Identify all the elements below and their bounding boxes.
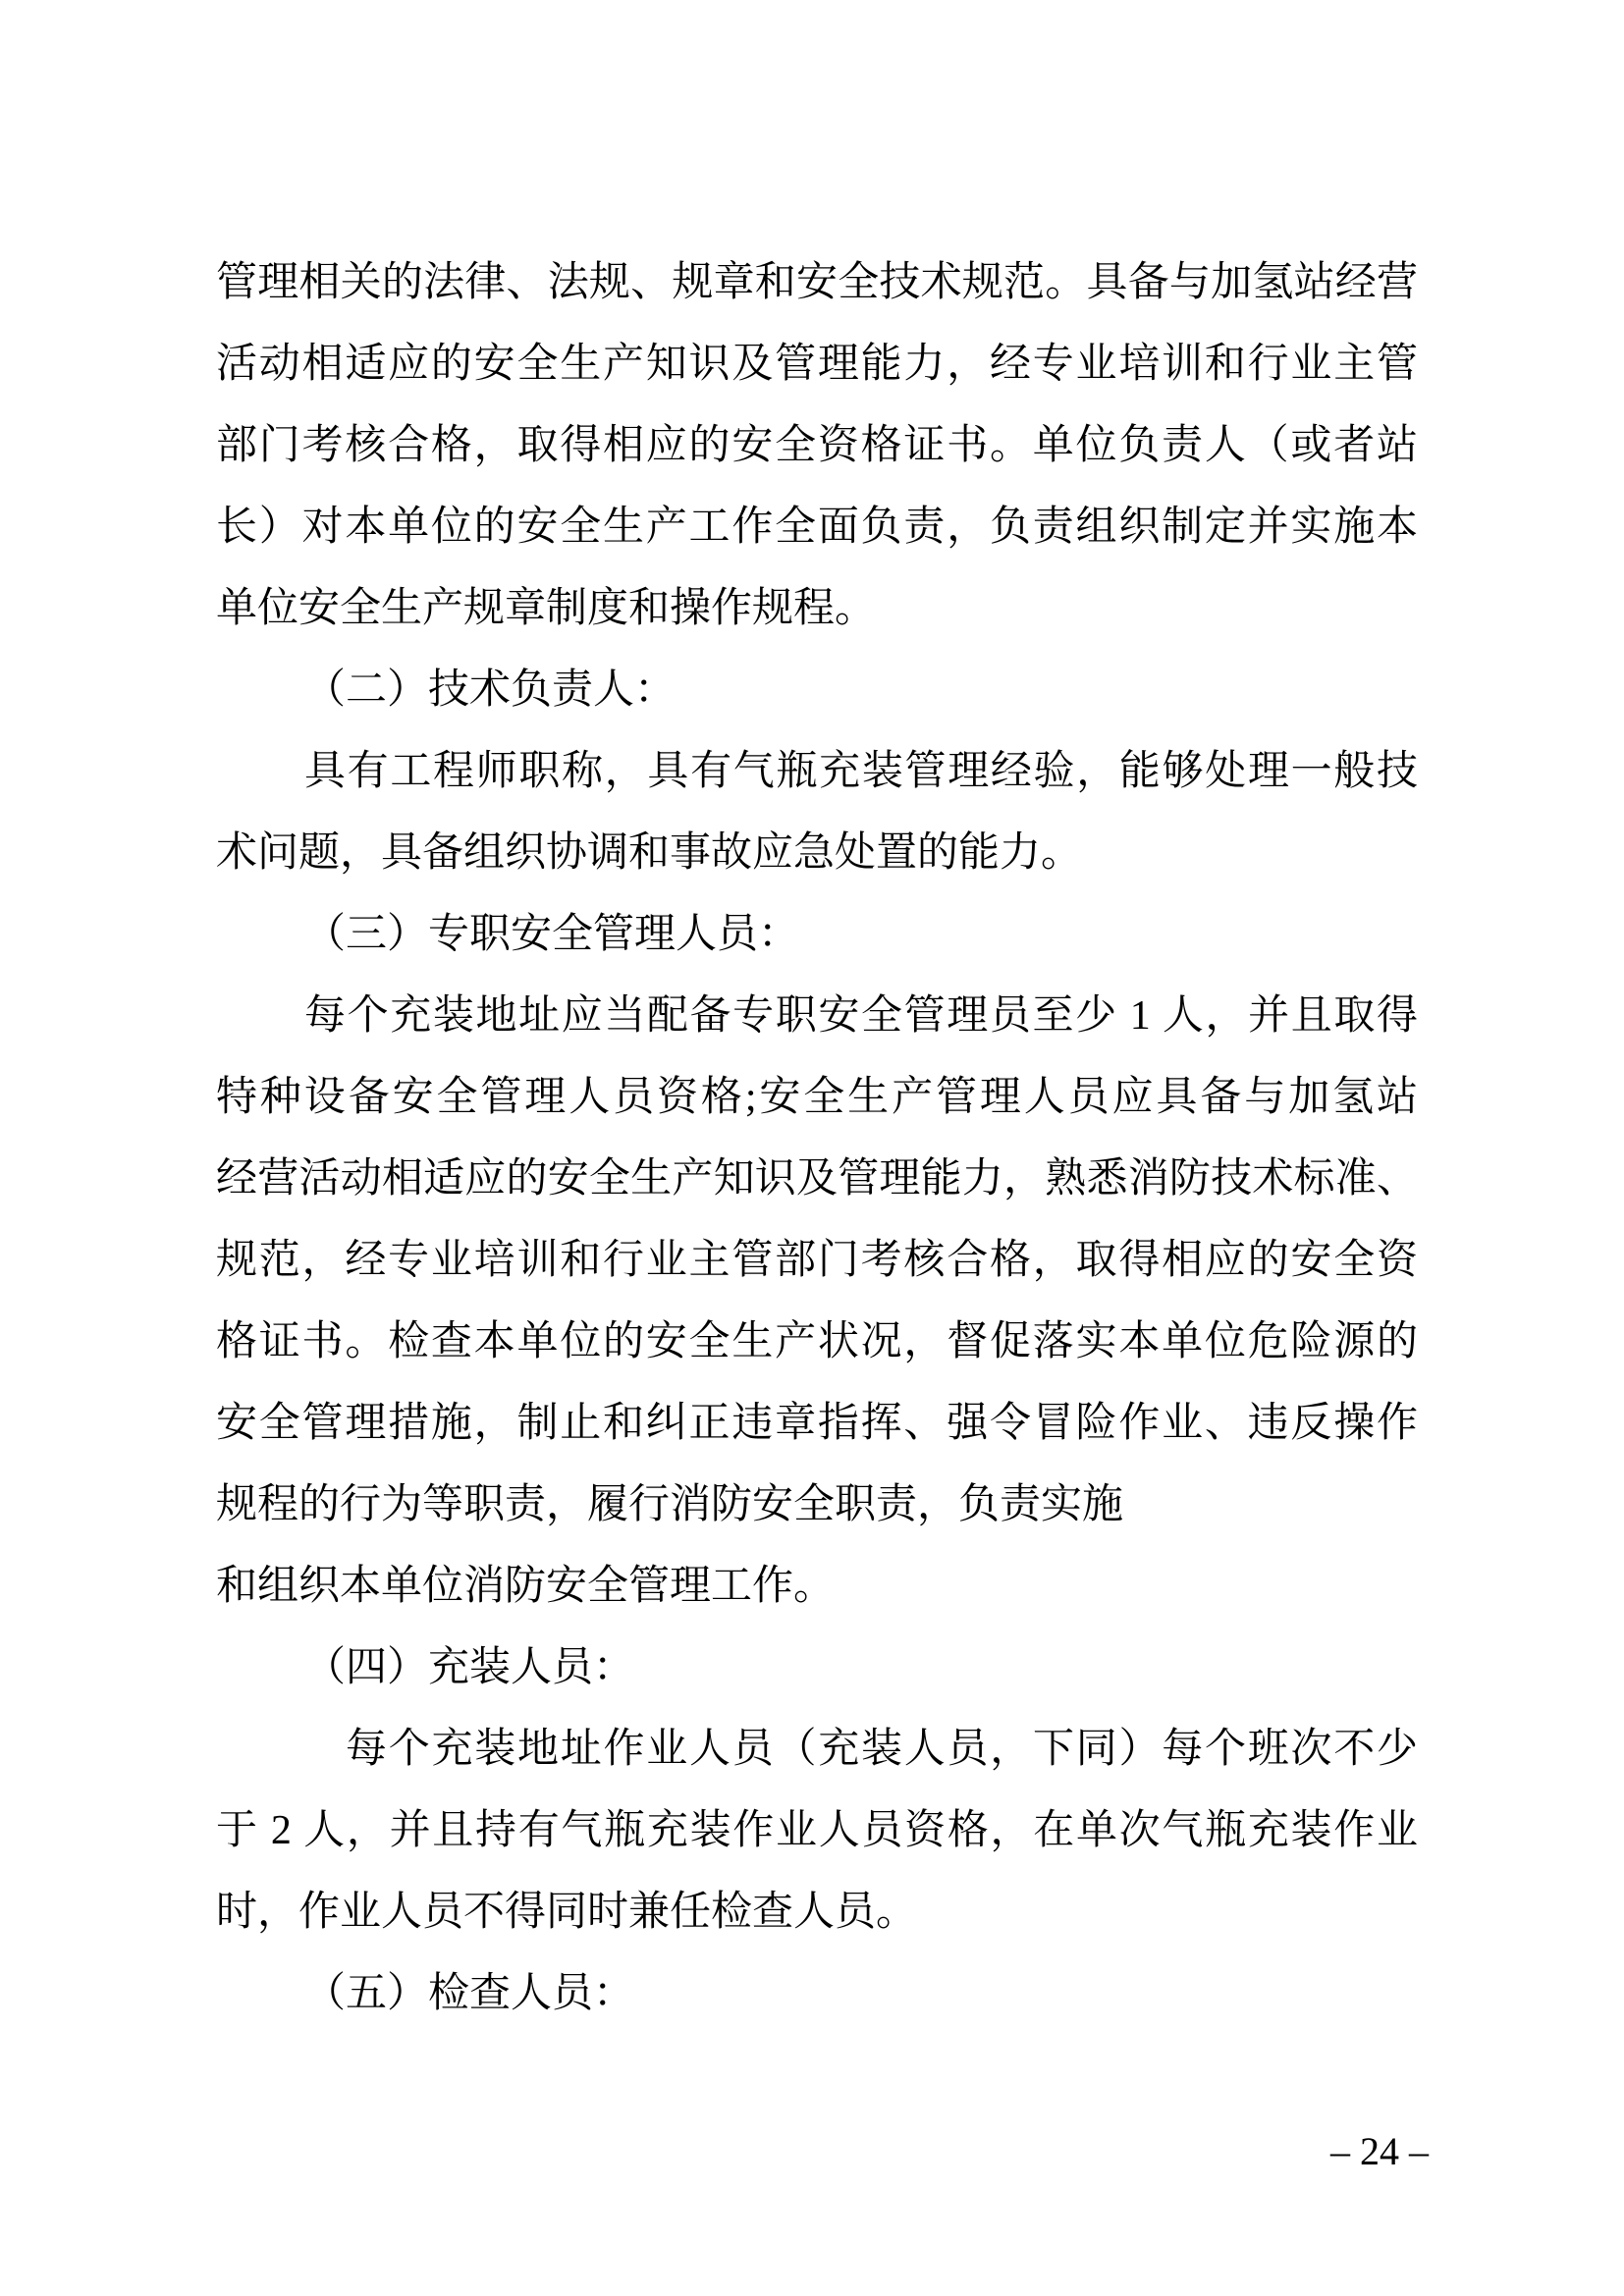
heading-line-section-4: （四）充装人员： xyxy=(304,1645,635,1690)
text-line-14: 格证书。检查本单位的安全生产状况，督促落实本单位危险源的 xyxy=(216,1319,1418,1364)
text-line-12: 经营活动相适应的安全生产知识及管理能力，熟悉消防技术标准、 xyxy=(216,1156,1418,1201)
page-number: – 24 – xyxy=(1330,2129,1429,2173)
text-line-5: 单位安全生产规章制度和操作规程。 xyxy=(216,586,877,631)
text-line-21: 时，作业人员不得同时兼任检查人员。 xyxy=(216,1890,918,1935)
text-line-4: 长）对本单位的安全生产工作全面负责，负责组织制定并实施本 xyxy=(216,505,1418,550)
text-line-3: 部门考核合格，取得相应的安全资格证书。单位负责人（或者站 xyxy=(216,423,1418,468)
text-line-19: 每个充装地址作业人员（充装人员，下同）每个班次不少 xyxy=(346,1727,1418,1772)
text-line-2: 活动相适应的安全生产知识及管理能力，经专业培训和行业主管 xyxy=(216,342,1418,387)
text-line-16: 规程的行为等职责，履行消防安全职责，负责实施 xyxy=(216,1482,1124,1527)
text-line-17: 和组织本单位消防安全管理工作。 xyxy=(216,1564,836,1609)
heading-line-section-3: （三）专职安全管理人员： xyxy=(304,912,800,957)
text-line-20: 于 2 人，并且持有气瓶充装作业人员资格，在单次气瓶充装作业 xyxy=(216,1808,1418,1853)
heading-line-section-2: （二）技术负责人： xyxy=(304,667,677,713)
text-line-1: 管理相关的法律、法规、规章和安全技术规范。具备与加氢站经营 xyxy=(216,260,1418,305)
document-body xyxy=(216,242,1418,2035)
text-line-11: 特种设备安全管理人员资格;安全生产管理人员应具备与加氢站 xyxy=(216,1075,1418,1120)
text-line-13: 规范，经专业培训和行业主管部门考核合格，取得相应的安全资 xyxy=(216,1238,1418,1283)
text-line-10: 每个充装地址应当配备专职安全管理员至少 1 人，并且取得 xyxy=(304,993,1418,1039)
text-line-7: 具有工程师职称，具有气瓶充装管理经验，能够处理一般技 xyxy=(304,749,1418,794)
heading-line-section-5: （五）检查人员： xyxy=(304,1971,635,2016)
text-line-8: 术问题，具备组织协调和事故应急处置的能力。 xyxy=(216,830,1083,876)
text-line-15: 安全管理措施，制止和纠正违章指挥、强令冒险作业、违反操作 xyxy=(216,1401,1418,1446)
